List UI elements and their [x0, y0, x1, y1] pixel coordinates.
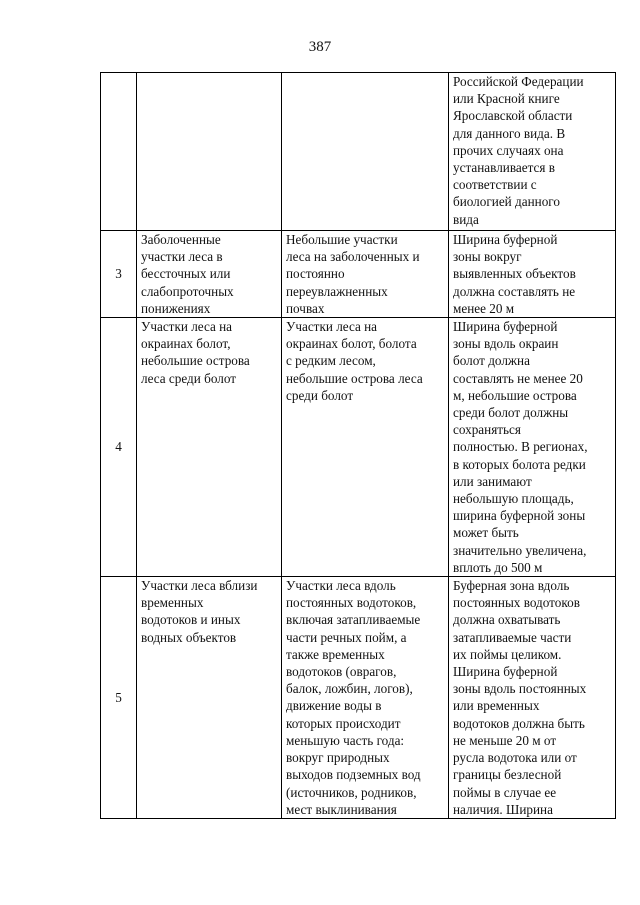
page-number: 387 — [308, 39, 332, 55]
description-cell: Участки леса на окраинах болот, болота с редким лесом, небольшие острова леса среди болот — [282, 318, 449, 577]
buffer-zone-cell: Ширина буферной зоны вокруг выявленных объектов должна составлять не менее 20 м — [449, 231, 616, 318]
table-row — [101, 577, 616, 819]
document-table — [100, 72, 616, 819]
description-cell: Небольшие участки леса на заболоченных и постоянно переувлажненных почвах — [282, 231, 449, 318]
row-number-cell — [101, 73, 137, 231]
object-cell: Заболоченные участки леса в бессточных или слабопроточных понижениях — [137, 231, 282, 318]
object-cell — [137, 73, 282, 231]
buffer-zone-cell: Российской Федерации или Красной книге Ярославской области для данного вида. В прочих случаях она устанавливается в соответствии с биологией данного вида — [449, 73, 616, 231]
object-cell: Участки леса на окраинах болот, небольшие острова леса среди болот — [137, 318, 282, 577]
table-row — [101, 318, 616, 577]
object-cell: Участки леса вблизи временных водотоков и иных водных объектов — [137, 577, 282, 819]
buffer-zone-cell: Ширина буферной зоны вдоль окраин болот должна составлять не менее 20 м, небольшие острова среди болот должны сохраняться полностью. В регионах, в которых болота редки или занимают небольшую площадь, ширина буферной зоны может быть значительно увеличена, вплоть до 500 м — [449, 318, 616, 577]
table-row — [101, 231, 616, 318]
buffer-zone-cell: Буферная зона вдоль постоянных водотоков должна охватывать затапливаемые части их поймы целиком. Ширина буферной зоны вдоль постоянных или временных водотоков должна быть не меньше 20 м от русла водотока или от границы безлесной поймы в случае ее наличия. Ширина — [449, 577, 616, 819]
description-cell — [282, 73, 449, 231]
row-number-cell: 3 — [101, 231, 137, 318]
row-number-cell: 5 — [101, 577, 137, 819]
description-cell: Участки леса вдоль постоянных водотоков, включая затапливаемые части речных пойм, а также временных водотоков (оврагов, балок, ложбин, логов), движение воды в которых происходит меньшую часть года: вокруг природных выходов подземных вод (источников, родников, мест выклинивания — [282, 577, 449, 819]
table-row — [101, 73, 616, 231]
row-number-cell: 4 — [101, 318, 137, 577]
